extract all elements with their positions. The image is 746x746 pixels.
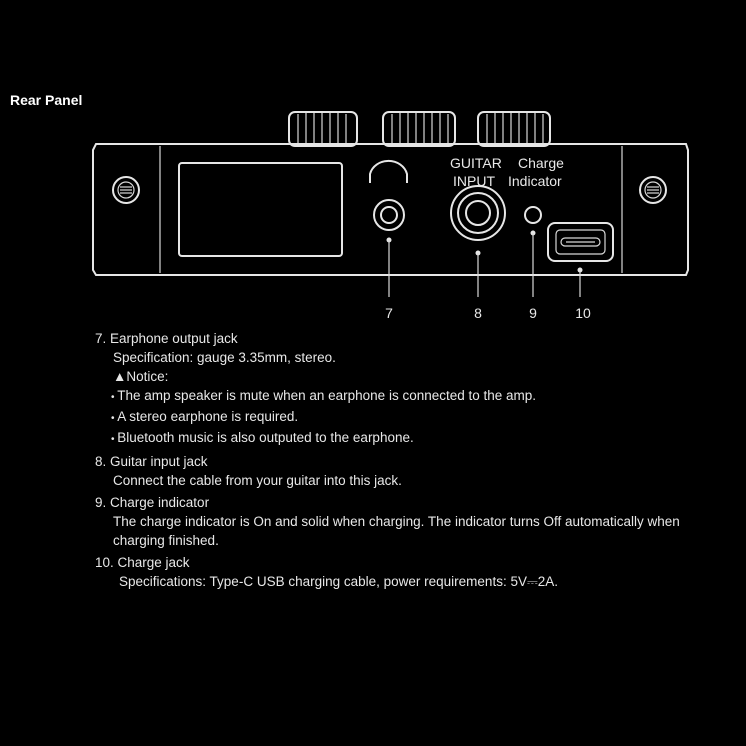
- guitar-input-label-line2: INPUT: [453, 173, 495, 189]
- note-item-10: [95, 553, 735, 591]
- note-item-7: [95, 329, 735, 449]
- charge-indicator-label-line2: Indicator: [508, 173, 562, 189]
- note-item-8: [95, 452, 735, 490]
- callout-number-7: 7: [385, 305, 393, 321]
- charge-indicator-led: [525, 207, 541, 223]
- note-item-9: [95, 493, 735, 550]
- note-spec: Specification: gauge 3.35mm, stereo.: [113, 350, 336, 365]
- callout-number-8: 8: [474, 305, 482, 321]
- note-heading: 9. Charge indicator: [95, 495, 210, 510]
- callout-8: [476, 251, 481, 298]
- guitar-input-label-line1: GUITAR: [450, 155, 502, 171]
- screw-right-icon: [640, 177, 666, 203]
- notes-section: [95, 329, 735, 594]
- knob-1: [289, 112, 357, 146]
- page-title: Rear Panel: [10, 92, 83, 108]
- notice-line: [95, 367, 735, 386]
- notice-bullet: • The amp speaker is mute when an earphone is connected to the amp.: [95, 386, 735, 407]
- display-screen: [179, 163, 342, 256]
- knob-2: [383, 112, 455, 146]
- usb-c-charge-jack: [548, 223, 613, 261]
- guitar-input-jack: [451, 186, 505, 240]
- note-heading: 10. Charge jack: [95, 555, 190, 570]
- notice-bullet: • A stereo earphone is required.: [95, 407, 735, 428]
- callout-7: [387, 238, 392, 298]
- note-heading: 8. Guitar input jack: [95, 454, 208, 469]
- note-heading: 7. Earphone output jack: [95, 331, 238, 346]
- notice-bullet: • Bluetooth music is also outputed to the earphone.: [95, 428, 735, 449]
- notice-label: Notice:: [126, 369, 169, 384]
- screw-left-icon: [113, 177, 139, 203]
- callout-number-9: 9: [529, 305, 537, 321]
- earphone-jack: [374, 200, 404, 230]
- note-text: Connect the cable from your guitar into this jack.: [113, 473, 402, 488]
- knob-3: [478, 112, 550, 146]
- rear-panel-diagram: [0, 0, 746, 330]
- note-text: The charge indicator is On and solid when charging. The indicator turns Off automatically when charging finished.: [113, 514, 680, 548]
- headphone-icon: [370, 161, 407, 183]
- callout-10: [578, 268, 583, 298]
- note-text: Specifications: Type-C USB charging cable, power requirements: 5V⎓2A.: [119, 574, 558, 589]
- warning-icon: ▲: [113, 369, 127, 384]
- callout-9: [531, 231, 536, 298]
- charge-indicator-label-line1: Charge: [518, 155, 564, 171]
- callout-number-10: 10: [575, 305, 591, 321]
